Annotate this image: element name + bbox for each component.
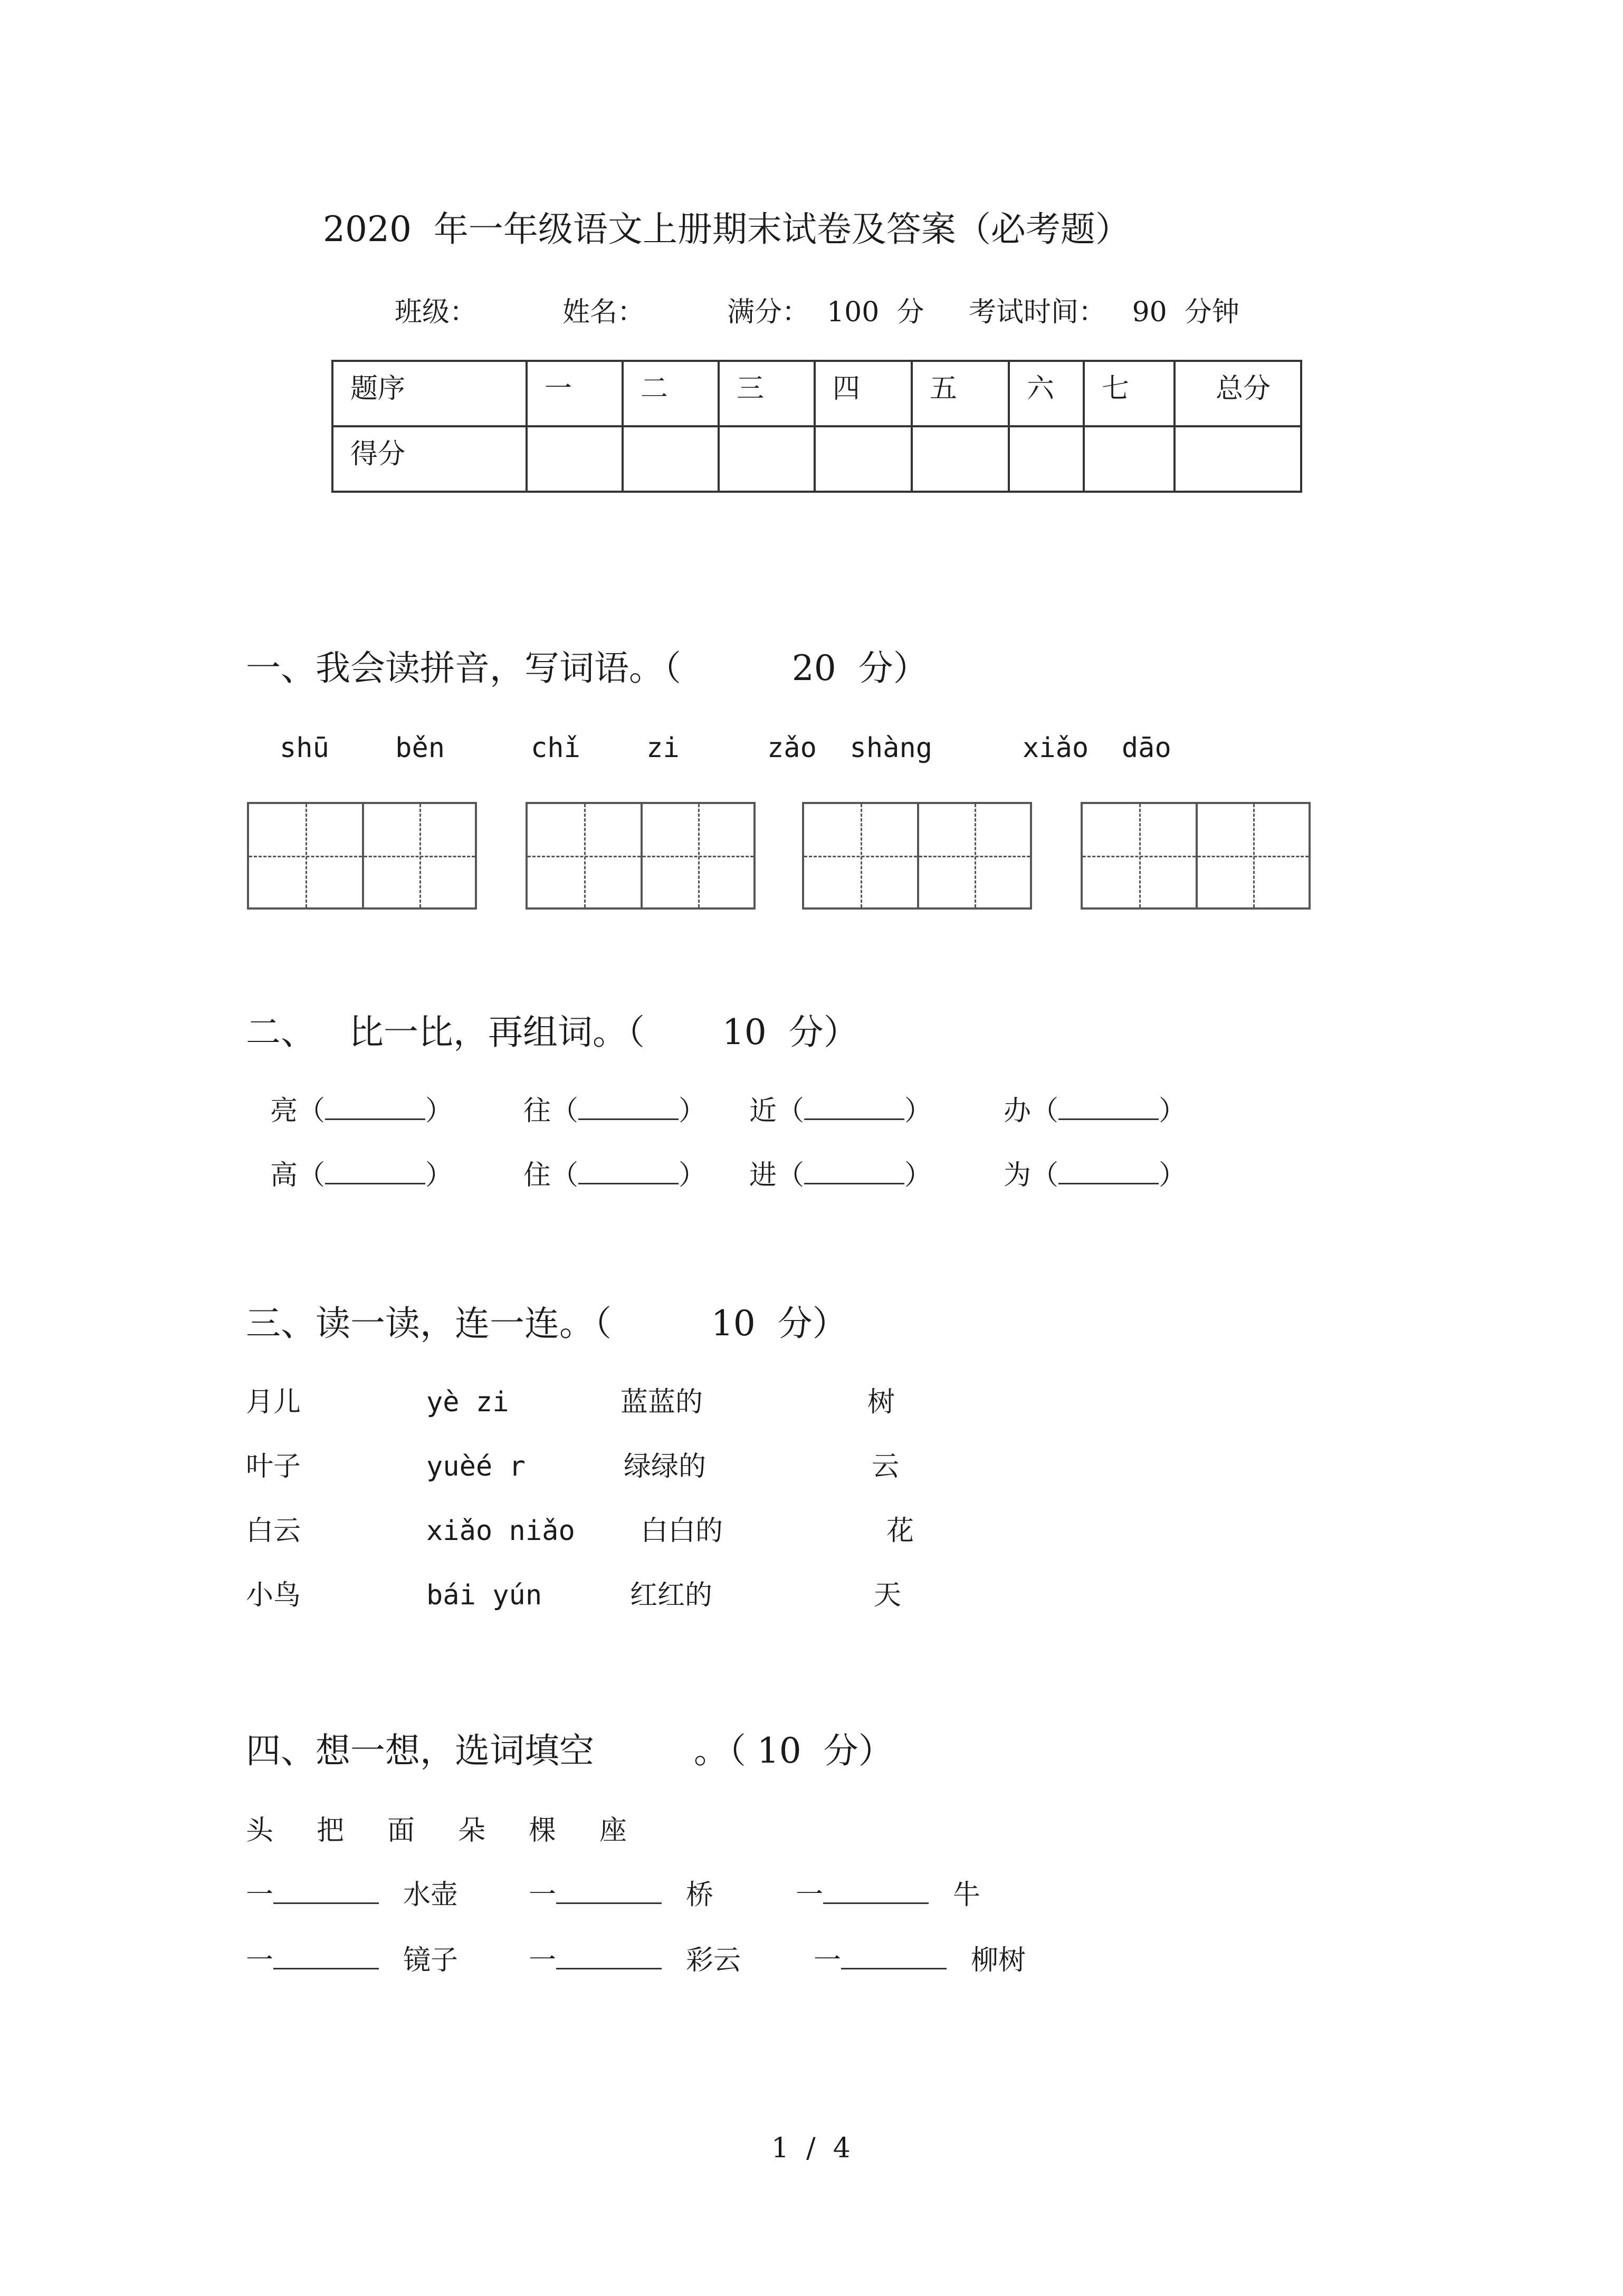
header-cell: 题序 bbox=[332, 361, 527, 426]
match-noun: 树 bbox=[867, 1386, 895, 1418]
header-cell: 七 bbox=[1084, 361, 1175, 426]
match-adjective: 绿绿的 bbox=[624, 1451, 707, 1482]
answer-blank[interactable] bbox=[1058, 1183, 1159, 1184]
answer-blank[interactable] bbox=[841, 1968, 947, 1969]
header-cell: 总分 bbox=[1175, 361, 1301, 426]
exam-time: 考试时间： 90 分钟 bbox=[969, 296, 1239, 328]
fill-item: 一 桥 bbox=[529, 1879, 714, 1911]
word-option: 头 bbox=[246, 1815, 274, 1847]
section2-title: 二、 比一比，再组词。（ 10 分） bbox=[246, 1012, 858, 1053]
writing-grid[interactable] bbox=[526, 802, 756, 910]
score-cell[interactable] bbox=[912, 426, 1009, 492]
grid-cell[interactable] bbox=[362, 804, 475, 907]
answer-blank[interactable] bbox=[273, 1968, 379, 1969]
fill-item: 一 镜子 bbox=[246, 1945, 459, 1976]
answer-blank[interactable] bbox=[823, 1902, 929, 1904]
section4-title: 四、想一想，选词填空 。（ 10 分） bbox=[246, 1730, 893, 1771]
header-cell: 五 bbox=[912, 361, 1009, 426]
score-table-score-row bbox=[332, 426, 1301, 492]
writing-grid[interactable] bbox=[247, 802, 477, 910]
grid-cell[interactable] bbox=[917, 804, 1030, 907]
compare-item: 进（ ） bbox=[749, 1160, 932, 1191]
compare-item: 近（ ） bbox=[749, 1095, 932, 1127]
pinyin-label: xiǎo dāo bbox=[1023, 732, 1171, 764]
score-cell[interactable] bbox=[623, 426, 719, 492]
fill-item: 一 彩云 bbox=[529, 1945, 741, 1976]
score-cell[interactable] bbox=[527, 426, 623, 492]
row-label-cell: 得分 bbox=[332, 426, 527, 492]
score-cell[interactable] bbox=[815, 426, 912, 492]
answer-blank[interactable] bbox=[804, 1118, 904, 1120]
grid-cell[interactable] bbox=[249, 804, 362, 907]
answer-blank[interactable] bbox=[578, 1118, 679, 1120]
header-cell: 一 bbox=[527, 361, 623, 426]
score-table-header-row bbox=[332, 361, 1301, 426]
score-cell[interactable] bbox=[1084, 426, 1175, 492]
grid-cell[interactable] bbox=[528, 804, 641, 907]
answer-blank[interactable] bbox=[325, 1183, 425, 1184]
writing-grid[interactable] bbox=[802, 802, 1032, 910]
class-label: 班级： bbox=[395, 296, 478, 328]
match-pinyin: yuèé r bbox=[426, 1451, 526, 1482]
compare-item: 高（ ） bbox=[270, 1160, 453, 1191]
name-label: 姓名： bbox=[562, 296, 645, 328]
fill-item: 一 水壶 bbox=[246, 1879, 459, 1911]
answer-blank[interactable] bbox=[578, 1183, 679, 1184]
pinyin-label: shū běn bbox=[280, 732, 445, 764]
grid-cell[interactable] bbox=[1083, 804, 1196, 907]
grid-cell[interactable] bbox=[641, 804, 753, 907]
pinyin-label: chǐ zi bbox=[531, 732, 680, 764]
grid-cell[interactable] bbox=[804, 804, 917, 907]
section3-title: 三、读一读，连一连。（ 10 分） bbox=[246, 1303, 847, 1344]
match-word: 小鸟 bbox=[246, 1580, 301, 1611]
answer-blank[interactable] bbox=[1058, 1118, 1159, 1120]
answer-blank[interactable] bbox=[556, 1902, 662, 1904]
header-cell: 四 bbox=[815, 361, 912, 426]
answer-blank[interactable] bbox=[556, 1968, 662, 1969]
compare-item: 住（ ） bbox=[523, 1160, 707, 1191]
match-adjective: 白白的 bbox=[641, 1515, 723, 1547]
score-cell[interactable] bbox=[1175, 426, 1301, 492]
full-score: 满分： 100 分 bbox=[727, 296, 924, 328]
header-cell: 三 bbox=[719, 361, 815, 426]
answer-blank[interactable] bbox=[804, 1183, 904, 1184]
fill-item: 一 柳树 bbox=[814, 1945, 1026, 1976]
grid-cell[interactable] bbox=[1196, 804, 1309, 907]
score-table bbox=[331, 360, 1302, 493]
match-noun: 天 bbox=[874, 1580, 902, 1611]
match-word: 叶子 bbox=[246, 1451, 301, 1482]
page-number: 1 / 4 bbox=[771, 2132, 851, 2164]
match-pinyin: xiǎo niǎo bbox=[426, 1515, 575, 1547]
match-adjective: 红红的 bbox=[630, 1580, 713, 1611]
word-option: 棵 bbox=[529, 1815, 557, 1847]
match-word: 月儿 bbox=[246, 1386, 301, 1418]
answer-blank[interactable] bbox=[325, 1118, 425, 1120]
header-cell: 六 bbox=[1009, 361, 1084, 426]
match-word: 白云 bbox=[246, 1515, 301, 1547]
compare-item: 往（ ） bbox=[523, 1095, 707, 1127]
score-cell[interactable] bbox=[1009, 426, 1084, 492]
word-option: 把 bbox=[317, 1815, 345, 1847]
header-cell: 二 bbox=[623, 361, 719, 426]
section1-title: 一、我会读拼音，写词语。（ 20 分） bbox=[246, 648, 928, 688]
compare-item: 办（ ） bbox=[1004, 1095, 1187, 1127]
writing-grid[interactable] bbox=[1081, 802, 1311, 910]
match-adjective: 蓝蓝的 bbox=[620, 1386, 703, 1418]
answer-blank[interactable] bbox=[273, 1902, 379, 1904]
page-title: 2020 年一年级语文上册期末试卷及答案（必考题） bbox=[323, 209, 1130, 250]
match-pinyin: bái yún bbox=[426, 1580, 542, 1611]
pinyin-label: zǎo shàng bbox=[767, 732, 933, 764]
word-option: 朵 bbox=[458, 1815, 486, 1847]
fill-item: 一 牛 bbox=[796, 1879, 981, 1911]
match-pinyin: yè zi bbox=[426, 1386, 509, 1418]
score-cell[interactable] bbox=[719, 426, 815, 492]
match-noun: 花 bbox=[886, 1515, 914, 1547]
match-noun: 云 bbox=[872, 1451, 900, 1482]
word-option: 面 bbox=[387, 1815, 415, 1847]
compare-item: 为（ ） bbox=[1004, 1160, 1187, 1191]
compare-item: 亮（ ） bbox=[270, 1095, 453, 1127]
word-option: 座 bbox=[599, 1815, 627, 1847]
